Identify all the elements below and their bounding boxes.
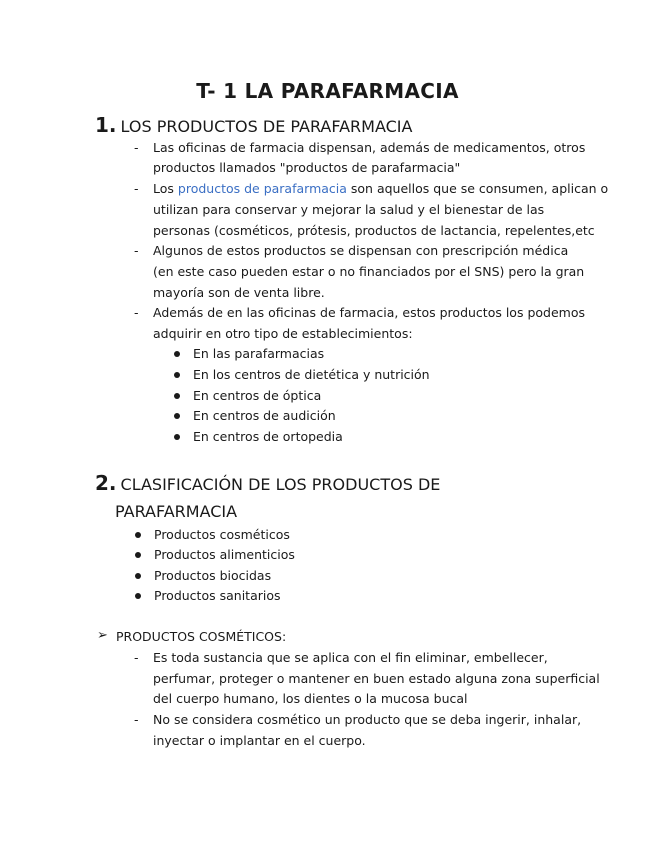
text-line: adquirir en otro tipo de establecimientos: — [153, 326, 413, 341]
text-line: Es toda sustancia que se aplica con el fin eliminar, embellecer, — [153, 650, 548, 665]
list-item: Productos sanitarios — [154, 588, 281, 603]
page-title: T- 1 LA PARAFARMACIA — [196, 79, 459, 103]
text-line: No se considera cosmético un producto que se deba ingerir, inhalar, — [153, 712, 582, 727]
bullet-dot — [135, 593, 141, 599]
text-line: Las oficinas de farmacia dispensan, además de medicamentos, otros — [153, 140, 586, 155]
dash-marker: - — [134, 140, 139, 155]
section-1-title: LOS PRODUCTOS DE PARAFARMACIA — [120, 117, 413, 136]
list-item: En centros de óptica — [193, 388, 322, 403]
section-2-title-line2: PARAFARMACIA — [115, 502, 238, 521]
bullet-dot — [135, 573, 141, 579]
list-item: Productos cosméticos — [154, 527, 290, 542]
dash-marker: - — [134, 650, 139, 665]
bullet-dot — [174, 393, 180, 399]
list-item: En centros de audición — [193, 408, 336, 423]
list-item: Productos biocidas — [154, 568, 272, 583]
text-line: utilizan para conservar y mejorar la salud y el bienestar de las — [153, 202, 545, 217]
dash-marker: - — [134, 305, 139, 320]
bullet-dot — [174, 351, 180, 357]
bullet-dot — [135, 552, 141, 558]
dash-marker: - — [134, 181, 139, 196]
text-line: del cuerpo humano, los dientes o la mucosa bucal — [153, 691, 468, 706]
text-line: personas (cosméticos, prótesis, productos de lactancia, repelentes,etc — [153, 223, 595, 238]
section-1-heading — [95, 113, 412, 137]
list-item: En los centros de dietética y nutrición — [193, 367, 430, 382]
parafarmacia-link[interactable]: productos de parafarmacia — [177, 181, 347, 196]
dash-marker: - — [134, 243, 139, 258]
section-1-number: 1. — [95, 113, 117, 137]
text-line: mayoría son de venta libre. — [153, 285, 325, 300]
dash-marker: - — [134, 712, 139, 727]
list-item: Productos alimenticios — [154, 547, 295, 562]
cosmeticos-heading: PRODUCTOS COSMÉTICOS: — [116, 629, 287, 644]
text-line: perfumar, proteger o mantener en buen estado alguna zona superficial — [153, 671, 600, 686]
text-fragment: Los — [153, 181, 178, 196]
bullet-dot — [135, 532, 141, 538]
bullet-dot — [174, 413, 180, 419]
section-2-number: 2. — [95, 471, 117, 495]
bullet-dot — [174, 372, 180, 378]
text-fragment: son aquellos que se consumen, aplican o — [346, 181, 609, 196]
bullet-dot — [174, 434, 180, 440]
text-line: Además de en las oficinas de farmacia, estos productos los podemos — [153, 305, 585, 320]
arrow-bullet-icon: ➢ — [97, 628, 108, 643]
text-line: inyectar o implantar en el cuerpo. — [153, 733, 366, 748]
text-line — [153, 181, 608, 197]
section-2-heading — [95, 471, 440, 495]
section-2-title-line1: CLASIFICACIÓN DE LOS PRODUCTOS DE — [120, 475, 441, 494]
text-line: Algunos de estos productos se dispensan con prescripción médica — [153, 243, 569, 258]
text-line: (en este caso pueden estar o no financiados por el SNS) pero la gran — [153, 264, 585, 279]
text-line: productos llamados "productos de parafarmacia" — [153, 160, 461, 175]
list-item: En las parafarmacias — [193, 346, 325, 361]
list-item: En centros de ortopedia — [193, 429, 343, 444]
